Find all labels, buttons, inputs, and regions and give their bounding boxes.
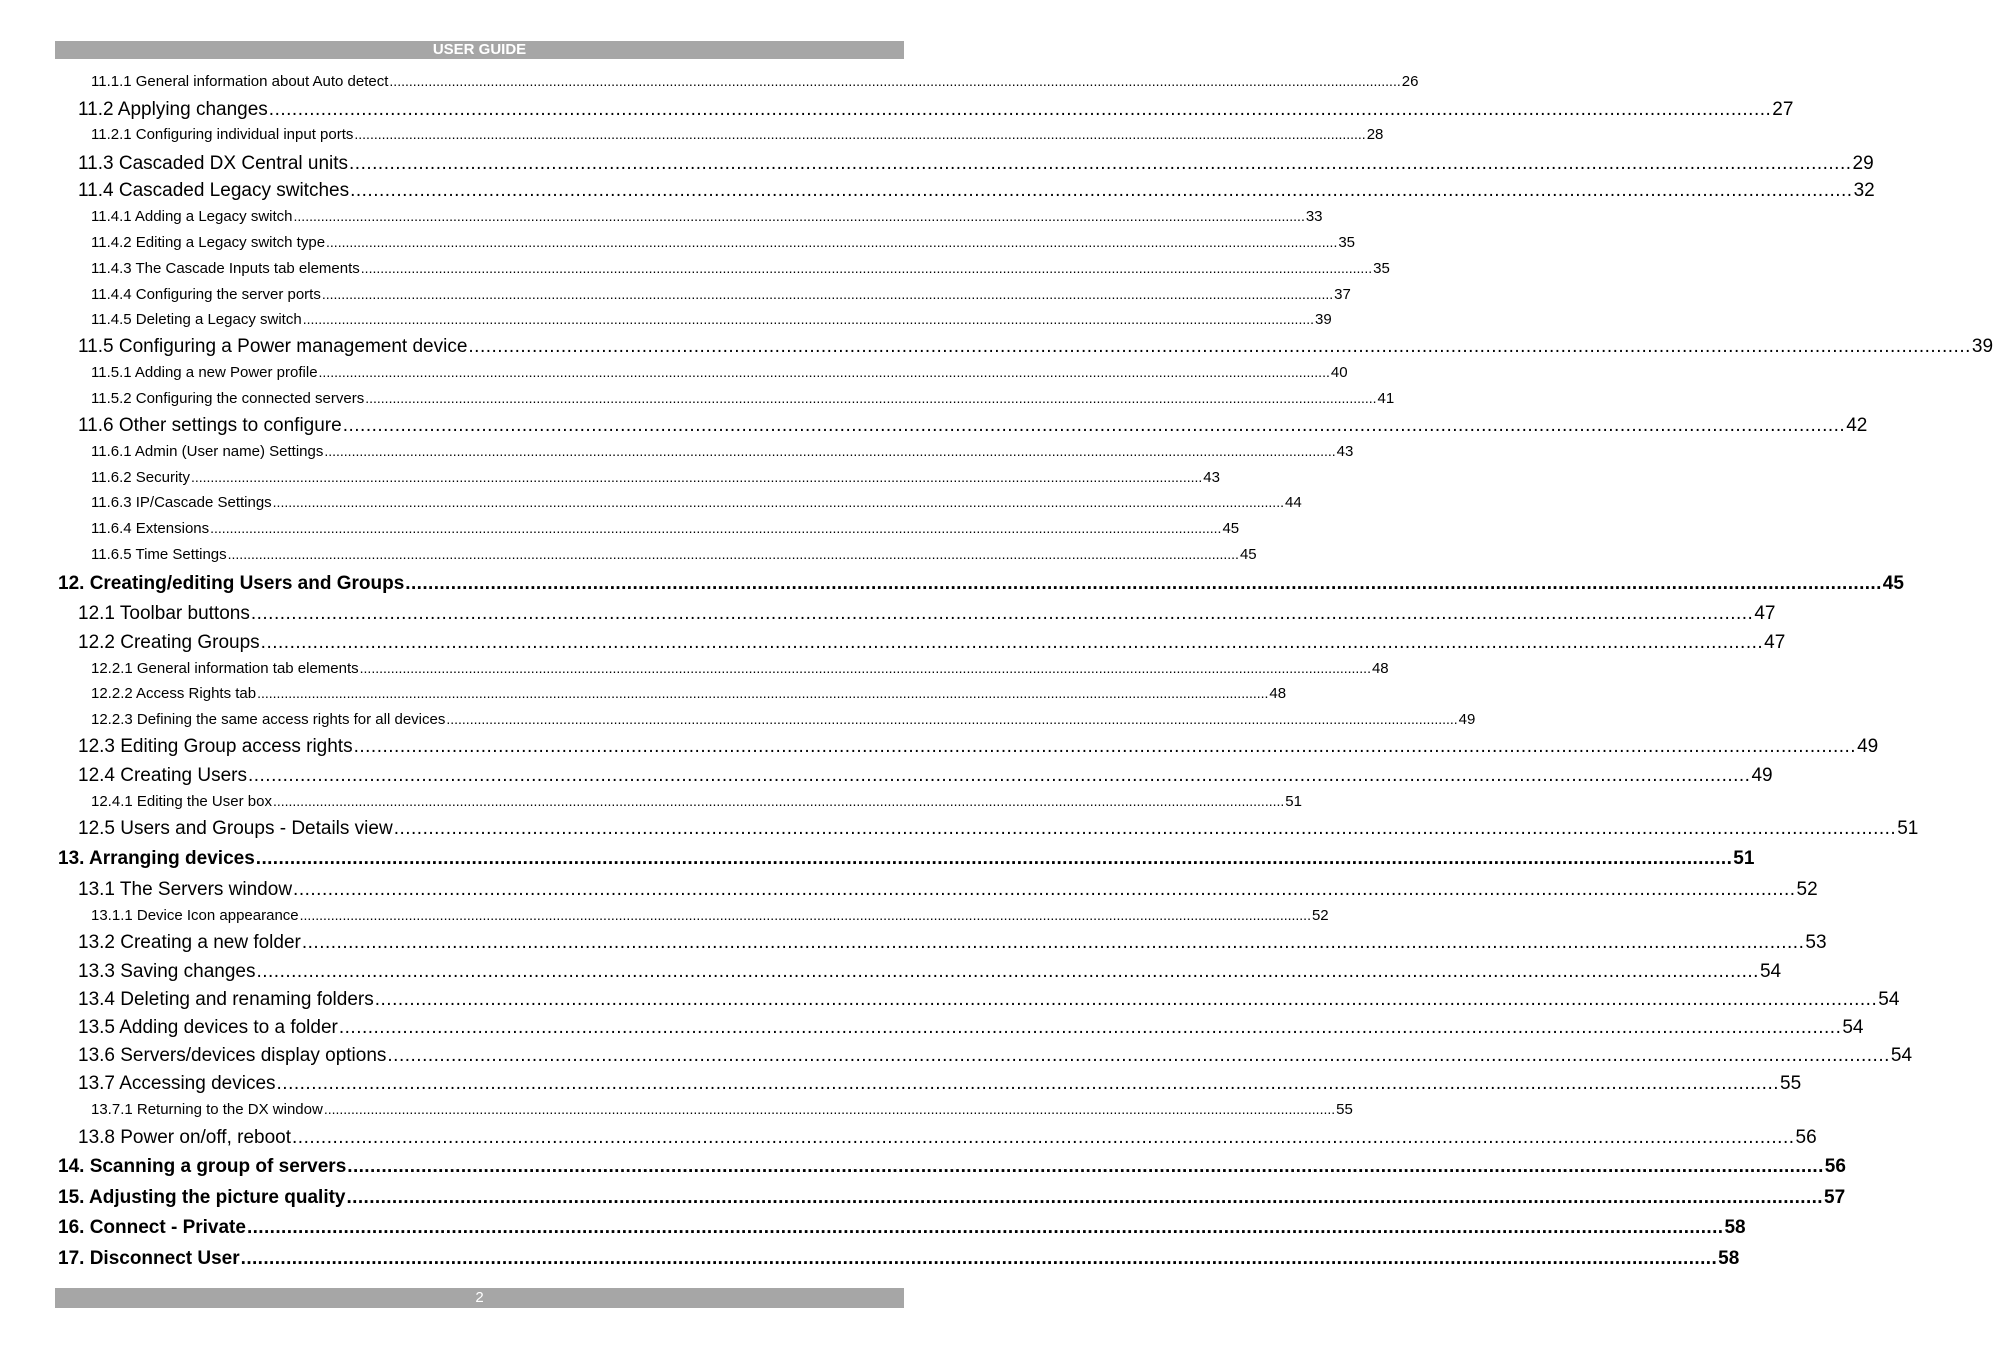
toc-entry-title: 11.4.2 Editing a Legacy switch type [91,234,326,251]
toc-entry[interactable] [58,1156,1846,1178]
toc-entry-title: 12.2 Creating Groups [78,632,260,653]
toc-dot-leader: .................................................................................................................................................................................................................................................................... [374,989,1878,1010]
toc-entry[interactable] [91,311,1332,328]
toc-dot-leader: .................................................................................................................................................................................................................................................................... [350,180,1853,201]
toc-entry-title: 11.6 Other settings to configure [78,415,342,436]
toc-entry-title: 11.4.3 The Cascade Inputs tab elements [91,260,360,277]
toc-entry-page: 55 [1780,1073,1802,1094]
toc-entry-page: 57 [1824,1187,1846,1208]
toc-entry-title: 12.4.1 Editing the User box [91,793,272,810]
toc-dot-leader: .................................................................................................................................................................................................................................................................... [393,818,1897,839]
toc-entry[interactable] [91,286,1351,303]
toc-entry-page: 45 [1882,573,1904,594]
toc-dot-leader: .................................................................................................................................................................................................................................................................... [326,234,1338,250]
toc-dot-leader: .................................................................................................................................................................................................................................................................... [342,415,1846,436]
toc-entry-title: 14. Scanning a group of servers [58,1156,347,1177]
toc-dot-leader: .................................................................................................................................................................................................................................................................... [389,73,1401,89]
toc-dot-leader: .................................................................................................................................................................................................................................................................... [256,961,1759,982]
toc-entry[interactable] [78,180,1875,202]
toc-entry-title: 13.5 Adding devices to a folder [78,1017,338,1038]
toc-entry[interactable] [58,573,1904,595]
toc-entry-page: 43 [1336,443,1354,460]
toc-entry-page: 33 [1305,208,1323,225]
toc-entry[interactable] [78,99,1794,121]
toc-dot-leader: .................................................................................................................................................................................................................................................................... [446,711,1458,727]
toc-entry-title: 11.6.3 IP/Cascade Settings [91,494,272,511]
toc-entry-title: 13.7.1 Returning to the DX window [91,1101,323,1118]
toc-dot-leader: .................................................................................................................................................................................................................................................................... [246,1217,1724,1238]
toc-entry-page: 54 [1759,961,1782,982]
toc-entry[interactable] [58,1217,1746,1239]
toc-entry-title: 13.1.1 Device Icon appearance [91,907,299,924]
toc-entry-title: 12.3 Editing Group access rights [78,736,353,757]
toc-entry-title: 11.4.4 Configuring the server ports [91,286,321,303]
toc-entry-page: 43 [1203,469,1220,486]
toc-entry[interactable] [78,879,1818,901]
toc-entry-page: 55 [1336,1101,1353,1118]
toc-entry[interactable] [91,443,1354,460]
toc-entry[interactable] [78,1045,1913,1067]
toc-dot-leader: .................................................................................................................................................................................................................................................................... [321,286,1334,302]
toc-dot-leader: .................................................................................................................................................................................................................................................................... [318,364,1330,380]
footer-bar [55,1288,904,1308]
toc-entry[interactable] [91,793,1302,810]
toc-dot-leader: .................................................................................................................................................................................................................................................................... [293,879,1796,900]
toc-entry[interactable] [91,520,1240,537]
toc-entry[interactable] [91,260,1390,277]
toc-entry-page: 52 [1311,907,1329,924]
toc-entry-page: 32 [1853,180,1875,201]
toc-entry-title: 11.2 Applying changes [78,99,268,120]
toc-entry[interactable] [78,736,1879,758]
toc-entry[interactable] [58,1248,1740,1270]
toc-entry[interactable] [78,603,1776,625]
toc-entry-title: 11.4 Cascaded Legacy switches [78,180,350,201]
toc-entry-page: 48 [1269,685,1287,702]
toc-entry[interactable] [91,208,1323,225]
toc-entry-page: 49 [1751,765,1773,786]
toc-dot-leader: .................................................................................................................................................................................................................................................................... [272,494,1284,510]
toc-entry-page: 51 [1897,818,1919,839]
toc-dot-leader: .................................................................................................................................................................................................................................................................... [349,153,1852,174]
toc-entry[interactable] [91,711,1476,728]
toc-entry-page: 54 [1878,989,1900,1010]
toc-dot-leader: .................................................................................................................................................................................................................................................................... [387,1045,1890,1066]
toc-entry-title: 12.2.2 Access Rights tab [91,685,257,702]
toc-dot-leader: .................................................................................................................................................................................................................................................................... [346,1187,1823,1208]
toc-entry-title: 11.6.1 Admin (User name) Settings [91,443,324,460]
toc-entry-title: 11.4.1 Adding a Legacy switch [91,208,293,225]
toc-entry[interactable] [78,336,1993,358]
toc-entry[interactable] [91,364,1348,381]
toc-entry[interactable] [78,415,1868,437]
toc-entry-title: 11.6.2 Security [91,469,190,486]
toc-entry-title: 13.1 The Servers window [78,879,293,900]
toc-entry[interactable] [91,685,1287,702]
toc-entry-title: 11.1.1 General information about Auto detect [91,73,389,90]
toc-entry-page: 49 [1857,736,1879,757]
toc-dot-leader: .................................................................................................................................................................................................................................................................... [268,99,1772,120]
toc-entry-title: 11.4.5 Deleting a Legacy switch [91,311,302,328]
toc-dot-leader: .................................................................................................................................................................................................................................................................... [250,603,1754,624]
toc-entry-page: 56 [1824,1156,1846,1177]
toc-dot-leader: .................................................................................................................................................................................................................................................................... [354,126,1366,142]
toc-entry[interactable] [78,632,1786,654]
toc-entry[interactable] [91,126,1384,143]
toc-dot-leader: .................................................................................................................................................................................................................................................................... [227,546,1239,562]
toc-entry-title: 15. Adjusting the picture quality [58,1187,346,1208]
toc-dot-leader: .................................................................................................................................................................................................................................................................... [272,793,1285,809]
toc-entry[interactable] [78,818,1919,840]
toc-entry-page: 27 [1772,99,1794,120]
toc-entry-page: 40 [1330,364,1348,381]
toc-entry-title: 13.8 Power on/off, reboot [78,1127,292,1148]
toc-entry[interactable] [91,390,1395,407]
toc-entry-page: 39 [1315,311,1332,328]
toc-entry[interactable] [78,765,1773,787]
toc-entry-title: 13.7 Accessing devices [78,1073,276,1094]
toc-entry-page: 47 [1754,603,1776,624]
toc-entry-page: 26 [1401,73,1419,90]
header-title: USER GUIDE [432,41,527,58]
toc-entry-page: 51 [1285,793,1302,810]
toc-entry-page: 35 [1373,260,1390,277]
toc-entry-page: 44 [1284,494,1302,511]
toc-entry[interactable] [91,907,1329,924]
toc-entry-page: 41 [1377,390,1395,407]
toc-entry[interactable] [91,73,1419,90]
toc-entry-title: 11.6.5 Time Settings [91,546,227,563]
toc-entry-page: 45 [1222,520,1240,537]
toc-entry-title: 13.6 Servers/devices display options [78,1045,387,1066]
toc-entry-page: 45 [1239,546,1257,563]
toc-entry-title: 11.6.4 Extensions [91,520,210,537]
toc-dot-leader: .................................................................................................................................................................................................................................................................... [299,907,1311,923]
toc-dot-leader: .................................................................................................................................................................................................................................................................... [323,1101,1336,1117]
toc-entry-title: 12. Creating/editing Users and Groups [58,573,405,594]
toc-dot-leader: .................................................................................................................................................................................................................................................................... [347,1156,1824,1177]
toc-dot-leader: .................................................................................................................................................................................................................................................................... [190,469,1203,485]
toc-entry[interactable] [78,153,1874,175]
toc-entry-page: 37 [1334,286,1351,303]
toc-entry[interactable] [78,1127,1817,1149]
toc-entry[interactable] [58,1187,1846,1209]
toc-dot-leader: .................................................................................................................................................................................................................................................................... [353,736,1857,757]
toc-dot-leader: .................................................................................................................................................................................................................................................................... [247,765,1751,786]
toc-entry-title: 11.5.1 Adding a new Power profile [91,364,318,381]
toc-entry-title: 12.1 Toolbar buttons [78,603,250,624]
toc-dot-leader: .................................................................................................................................................................................................................................................................... [276,1073,1780,1094]
toc-dot-leader: .................................................................................................................................................................................................................................................................... [338,1017,1842,1038]
toc-entry[interactable] [91,494,1302,511]
toc-dot-leader: .................................................................................................................................................................................................................................................................... [359,660,1371,676]
toc-entry-page: 47 [1764,632,1786,653]
toc-entry[interactable] [91,1101,1353,1118]
toc-entry[interactable] [91,660,1389,677]
toc-dot-leader: .................................................................................................................................................................................................................................................................... [301,932,1805,953]
toc-entry[interactable] [78,1073,1802,1095]
toc-dot-leader: .................................................................................................................................................................................................................................................................... [360,260,1373,276]
toc-entry[interactable] [91,469,1220,486]
toc-entry-title: 13.3 Saving changes [78,961,256,982]
toc-entry-title: 13.4 Deleting and renaming folders [78,989,374,1010]
toc-entry-title: 12.4 Creating Users [78,765,247,786]
toc-entry-title: 11.2.1 Configuring individual input ports [91,126,354,143]
toc-entry-page: 48 [1371,660,1389,677]
toc-entry-title: 13.2 Creating a new folder [78,932,301,953]
toc-entry[interactable] [78,932,1827,954]
toc-dot-leader: .................................................................................................................................................................................................................................................................... [468,336,1971,357]
page-number: 2 [475,1289,484,1306]
toc-entry-page: 28 [1366,126,1384,143]
toc-entry-page: 51 [1733,848,1755,869]
toc-entry[interactable] [91,234,1356,251]
toc-entry-title: 16. Connect - Private [58,1217,246,1238]
toc-entry-page: 42 [1846,415,1868,436]
toc-entry-page: 54 [1890,1045,1913,1066]
toc-entry-page: 39 [1971,336,1993,357]
toc-dot-leader: .................................................................................................................................................................................................................................................................... [293,208,1305,224]
toc-entry-title: 17. Disconnect User [58,1248,240,1269]
toc-entry-page: 58 [1724,1217,1746,1238]
toc-entry-page: 53 [1805,932,1827,953]
toc-dot-leader: .................................................................................................................................................................................................................................................................... [255,848,1733,869]
toc-entry[interactable] [58,848,1755,870]
toc-entry[interactable] [91,546,1257,563]
toc-entry-title: 11.5.2 Configuring the connected servers [91,390,365,407]
toc-entry-page: 49 [1458,711,1476,728]
toc-entry-page: 29 [1852,153,1874,174]
toc-entry-page: 52 [1796,879,1818,900]
toc-entry-title: 12.2.3 Defining the same access rights for all devices [91,711,446,728]
toc-dot-leader: .................................................................................................................................................................................................................................................................... [302,311,1314,327]
toc-dot-leader: .................................................................................................................................................................................................................................................................... [292,1127,1795,1148]
toc-entry-page: 35 [1338,234,1356,251]
toc-dot-leader: .................................................................................................................................................................................................................................................................... [210,520,1222,536]
toc-entry-title: 12.2.1 General information tab elements [91,660,359,677]
toc-dot-leader: .................................................................................................................................................................................................................................................................... [405,573,1882,594]
toc-dot-leader: .................................................................................................................................................................................................................................................................... [365,390,1377,406]
toc-entry-title: 12.5 Users and Groups - Details view [78,818,393,839]
toc-entry-page: 58 [1718,1248,1740,1269]
toc-entry-page: 56 [1795,1127,1817,1148]
toc-entry-page: 54 [1842,1017,1864,1038]
toc-dot-leader: .................................................................................................................................................................................................................................................................... [257,685,1269,701]
toc-entry[interactable] [78,989,1900,1011]
toc-entry[interactable] [78,1017,1864,1039]
toc-entry-title: 11.5 Configuring a Power management device [78,336,468,357]
toc-entry-title: 13. Arranging devices [58,848,255,869]
toc-entry[interactable] [78,961,1782,983]
toc-dot-leader: .................................................................................................................................................................................................................................................................... [240,1248,1718,1269]
toc-dot-leader: .................................................................................................................................................................................................................................................................... [260,632,1764,653]
toc-dot-leader: .................................................................................................................................................................................................................................................................... [324,443,1336,459]
toc-entry-title: 11.3 Cascaded DX Central units [78,153,349,174]
